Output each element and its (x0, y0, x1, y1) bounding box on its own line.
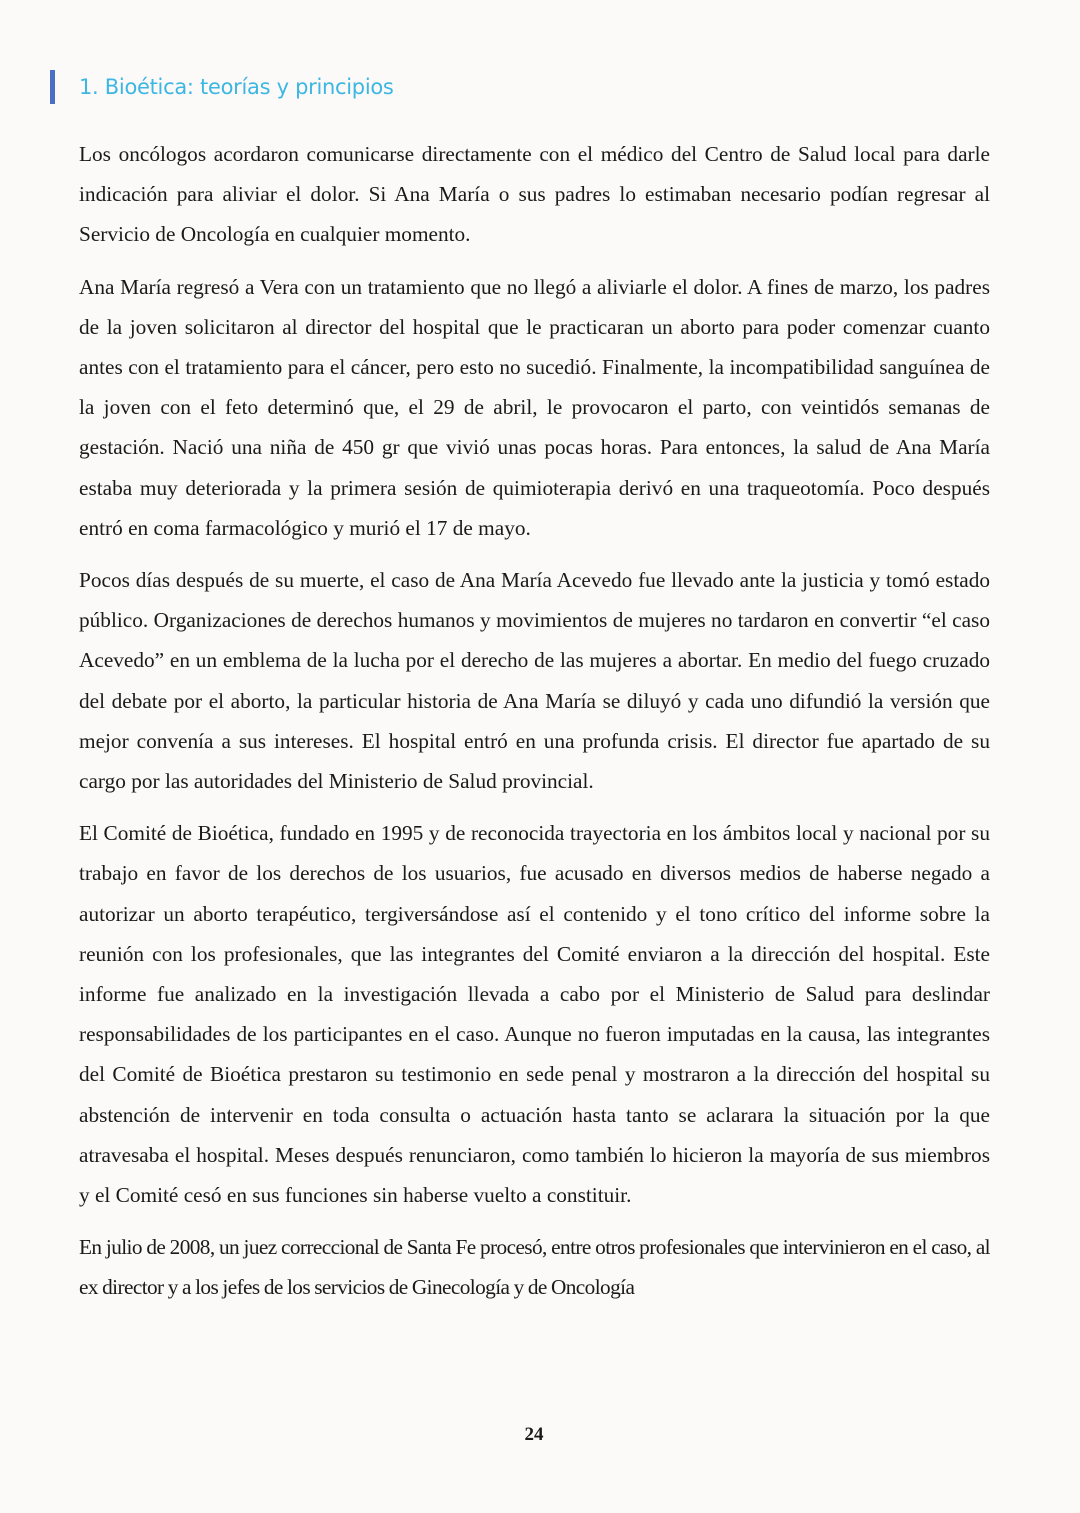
paragraph-2: Ana María regresó a Vera con un tratamiento que no llegó a aliviarle el dolor. A fines de marzo, los padres de la joven solicitaron al director del hospital que le practicaran un aborto para poder comenzar cuanto antes con el tratamiento para el cáncer, pero esto no sucedió. Finalmente, la incompatibilidad sanguínea de la joven con el feto determinó que, el 29 de abril, le provocaron el parto, con veintidós semanas de gestación. Nació una niña de 450 gr que vivió unas pocas horas. Para entonces, la salud de Ana María estaba muy deteriorada y la primera sesión de quimioterapia derivó en una traqueotomía. Poco después entró en coma farmacológico y murió el 17 de mayo. (79, 274, 990, 540)
heading-accent-bar (50, 70, 55, 104)
body-text (79, 134, 990, 1320)
paragraph-5: En julio de 2008, un juez correccional de Santa Fe procesó, entre otros profesionales que intervinieron en el caso, al ex director y a los jefes de los servicios de Ginecología y de Oncología (79, 1235, 990, 1300)
section-heading (50, 70, 394, 104)
paragraph-1: Los oncólogos acordaron comunicarse directamente con el médico del Centro de Salud local para darle indicación para aliviar el dolor. Si Ana María o sus padres lo estimaban necesario podían regresar al Servicio de Oncología en cualquier momento. (79, 142, 990, 247)
section-title: 1. Bioética: teorías y principios (79, 75, 394, 99)
paragraph-4: El Comité de Bioética, fundado en 1995 y de reconocida trayectoria en los ámbitos local y nacional por su trabajo en favor de los derechos de los usuarios, fue acusado en diversos medios de haberse negado a autorizar un aborto terapéutico, tergiversándose así el contenido y el tono crítico del informe sobre la reunión con los profesionales, que las integrantes del Comité enviaron a la dirección del hospital. Este informe fue analizado en la investigación llevada a cabo por el Ministerio de Salud para deslindar responsabilidades de los participantes en el caso. Aunque no fueron imputadas en la causa, las integrantes del Comité de Bioética prestaron su testimonio en sede penal y mostraron a la dirección del hospital su abstención de intervenir en toda consulta o actuación hasta tanto se aclarara la situación por la que atravesaba el hospital. Meses después renunciaron, como también lo hicieron la mayoría de sus miembros y el Comité cesó en sus funciones sin haberse vuelto a constituir. (79, 821, 990, 1208)
page-number: 24 (524, 1424, 544, 1445)
paragraph-3: Pocos días después de su muerte, el caso de Ana María Acevedo fue llevado ante la justicia y tomó estado público. Organizaciones de derechos humanos y movimientos de mujeres no tardaron en convertir “el caso Acevedo” en un emblema de la lucha por el derecho de las mujeres a abortar. En medio del fuego cruzado del debate por el aborto, la particular historia de Ana María se diluyó y cada uno difundió la versión que mejor convenía a sus intereses. El hospital entró en una profunda crisis. El director fue apartado de su cargo por las autoridades del Ministerio de Salud provincial. (79, 568, 990, 794)
